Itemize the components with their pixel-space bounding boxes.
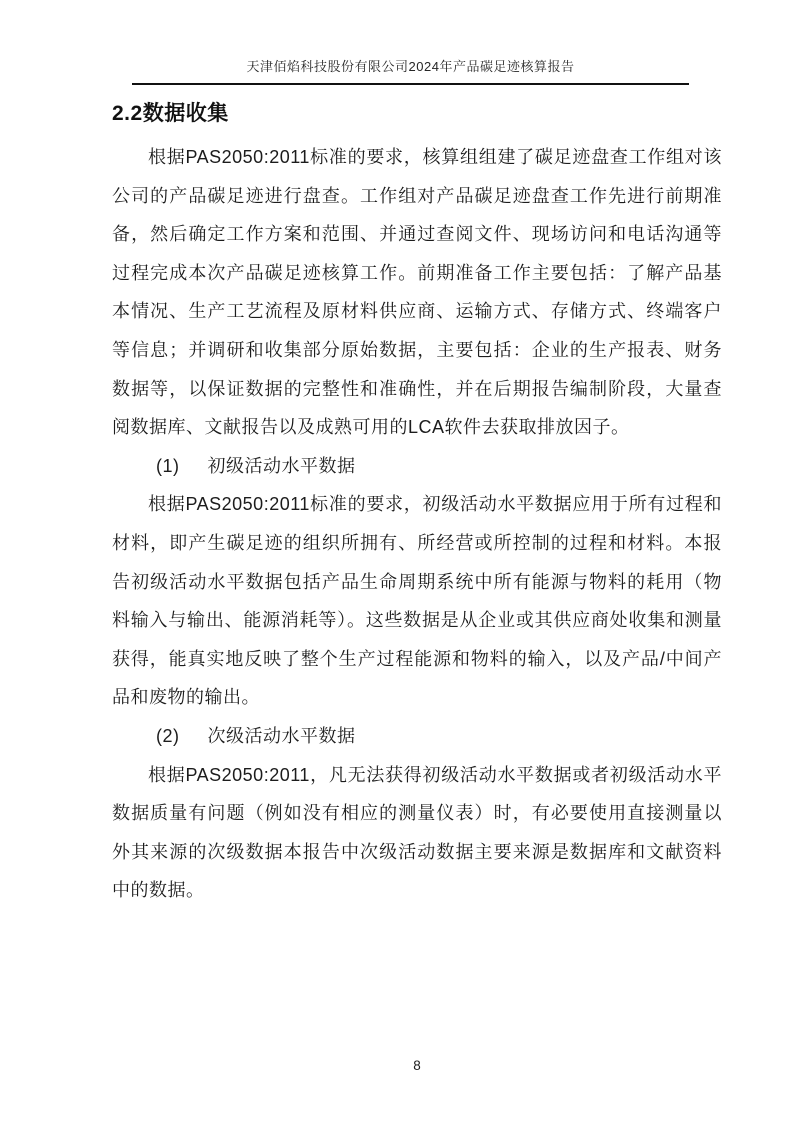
section-heading: 2.2数据收集 [112,102,229,125]
list-item-secondary-data [112,717,722,756]
page-number: 8 [413,1058,421,1073]
paragraph-data-collection-intro: 根据PAS2050:2011标准的要求，核算组组建了碳足迹盘查工作组对该公司的产品碳足迹进行盘查。工作组对产品碳足迹盘查工作先进行前期准备，然后确定工作方案和范围、并通过查阅文件、现场访问和电话沟通等过程完成本次产品碳足迹核算工作。前期准备工作主要包括：了解产品基本情况、生产工艺流程及原材料供应商、运输方式、存储方式、终端客户等信息；并调研和收集部分原始数据，主要包括：企业的生产报表、财务数据等，以保证数据的完整性和准确性，并在后期报告编制阶段，大量查阅数据库、文献报告以及成熟可用的LCA软件去获取排放因子。 [112,147,722,438]
page-content [112,100,722,910]
page-footer [112,1058,722,1073]
report-header [132,58,689,85]
list-item-label: 初级活动水平数据 [207,455,356,476]
list-item-marker: (1) [156,455,180,476]
list-item-marker: (2) [156,725,180,746]
list-item-primary-data [112,447,722,486]
paragraph-primary-data: 根据PAS2050:2011标准的要求，初级活动水平数据应用于所有过程和材料，即产生碳足迹的组织所拥有、所经营或所控制的过程和材料。本报告初级活动水平数据包括产品生命周期系统中所有能源与物料的耗用（物料输入与输出、能源消耗等）。这些数据是从企业或其供应商处收集和测量获得，能真实地反映了整个生产过程能源和物料的输入，以及产品/中间产品和废物的输出。 [112,494,722,708]
report-header-title: 天津佰焰科技股份有限公司2024年产品碳足迹核算报告 [246,59,575,74]
list-item-label: 次级活动水平数据 [207,725,356,746]
paragraph-secondary-data: 根据PAS2050:2011，凡无法获得初级活动水平数据或者初级活动水平数据质量有问题（例如没有相应的测量仪表）时，有必要使用直接测量以外其来源的次级数据本报告中次级活动数据主要来源是数据库和文献资料中的数据。 [112,764,722,901]
